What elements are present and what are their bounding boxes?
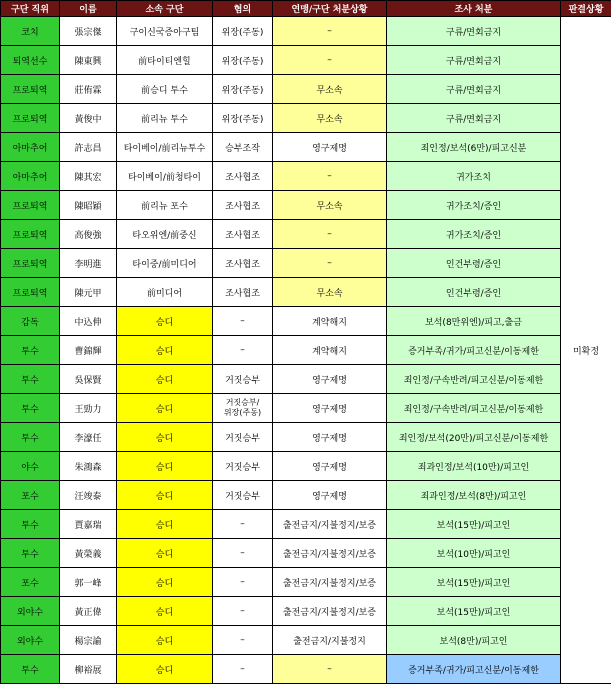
cell-charge: 위장(주동)	[213, 104, 273, 133]
cell-team: 승디	[117, 568, 213, 597]
cell-role: 프로퇴역	[1, 75, 60, 104]
header-charge: 혐의	[213, 1, 273, 17]
cell-name: 王勁力	[60, 394, 117, 423]
cell-role: 투수	[1, 510, 60, 539]
table-row	[1, 220, 611, 249]
header-investigation: 조사 처분	[387, 1, 561, 17]
cell-charge: 조사협조	[213, 162, 273, 191]
cell-investigation: 인건부령/증인	[387, 278, 561, 307]
cell-team: 타오위엔/前중신	[117, 220, 213, 249]
cell-charge: 조사협조	[213, 220, 273, 249]
cell-team: 前미디어	[117, 278, 213, 307]
table-row	[1, 191, 611, 220]
table-row	[1, 452, 611, 481]
cell-investigation: 보석(15만)/피고인	[387, 568, 561, 597]
cell-role: 외야수	[1, 626, 60, 655]
cell-team: 승디	[117, 336, 213, 365]
cell-name: 賈嘉瑞	[60, 510, 117, 539]
cell-investigation: 죄과인정/보석(8만)/피고인	[387, 481, 561, 510]
cell-name: 莊侑霖	[60, 75, 117, 104]
cell-penalty: 무소속	[273, 191, 387, 220]
cell-investigation: 보석(8만)/피고인	[387, 626, 561, 655]
cell-charge: 거짓승부	[213, 423, 273, 452]
cell-penalty: 영구제명	[273, 481, 387, 510]
cell-penalty: 영구제명	[273, 365, 387, 394]
table-row	[1, 133, 611, 162]
cell-investigation: 귀가조치	[387, 162, 561, 191]
table-row	[1, 249, 611, 278]
cell-charge: –	[213, 597, 273, 626]
cell-investigation: 구류/면회금지	[387, 104, 561, 133]
cell-penalty: –	[273, 162, 387, 191]
cell-role: 프로퇴역	[1, 278, 60, 307]
cell-name: 高俊強	[60, 220, 117, 249]
cell-investigation: 구류/면회금지	[387, 17, 561, 46]
cell-role: 프로퇴역	[1, 220, 60, 249]
cell-team: 승디	[117, 655, 213, 684]
cell-penalty: –	[273, 220, 387, 249]
cell-name: 柳裕展	[60, 655, 117, 684]
cell-role: 투수	[1, 365, 60, 394]
cell-role: 외야수	[1, 597, 60, 626]
cell-investigation: 귀가조치/증인	[387, 191, 561, 220]
cell-charge: 거짓승부	[213, 481, 273, 510]
cell-name: 陳東興	[60, 46, 117, 75]
cell-name: 中込伸	[60, 307, 117, 336]
cell-name: 楊宗諭	[60, 626, 117, 655]
cell-penalty: 출전금지/지불정지/보증	[273, 597, 387, 626]
cell-team: 승디	[117, 597, 213, 626]
header-penalty: 연맹/구단 처분상황	[273, 1, 387, 17]
cell-role: 투수	[1, 394, 60, 423]
cell-name: 黃正偉	[60, 597, 117, 626]
cell-charge: 거짓승부	[213, 365, 273, 394]
table-row	[1, 539, 611, 568]
cell-name: 張宗傑	[60, 17, 117, 46]
header-role: 구단 직위	[1, 1, 60, 17]
cell-penalty: 영구제명	[273, 423, 387, 452]
cell-role: 프로퇴역	[1, 191, 60, 220]
cell-team: 승디	[117, 365, 213, 394]
cell-team: 승디	[117, 394, 213, 423]
cell-charge: 위장(주동)	[213, 46, 273, 75]
cell-team: 前리뉴 포수	[117, 191, 213, 220]
cell-investigation: 보석(10만)/피고인	[387, 539, 561, 568]
cell-penalty: –	[273, 655, 387, 684]
cell-role: 포수	[1, 568, 60, 597]
table-row	[1, 162, 611, 191]
table-row	[1, 626, 611, 655]
cell-investigation: 귀가조치/증인	[387, 220, 561, 249]
cell-team: 타이베이/前청타이	[117, 162, 213, 191]
table-row	[1, 394, 611, 423]
cell-role: 감독	[1, 307, 60, 336]
cell-penalty: 계약해지	[273, 336, 387, 365]
cell-penalty: 출전금지/지불정지	[273, 626, 387, 655]
cell-charge: 조사협조	[213, 278, 273, 307]
cell-charge: –	[213, 626, 273, 655]
table-row	[1, 17, 611, 46]
cell-charge: 거짓승부/ 위장(주동)	[213, 394, 273, 423]
table-row	[1, 46, 611, 75]
cell-investigation: 구류/면회금지	[387, 46, 561, 75]
cell-role: 프로퇴역	[1, 104, 60, 133]
cell-team: 前승디 투수	[117, 75, 213, 104]
cell-penalty: –	[273, 46, 387, 75]
cell-name: 陳其宏	[60, 162, 117, 191]
cell-name: 陳昭穎	[60, 191, 117, 220]
cell-role: 퇴역선수	[1, 46, 60, 75]
cell-team: 타이중/前미디어	[117, 249, 213, 278]
cell-team: 승디	[117, 626, 213, 655]
cell-role: 야수	[1, 452, 60, 481]
cell-penalty: 영구제명	[273, 133, 387, 162]
cell-investigation: 죄인정/보석(6만)/피고신분	[387, 133, 561, 162]
cell-name: 黃榮義	[60, 539, 117, 568]
cell-charge: 위장(주동)	[213, 17, 273, 46]
cell-charge: 거짓승부	[213, 452, 273, 481]
cell-investigation: 죄인정/보석(20만)/피고신분/이동제한	[387, 423, 561, 452]
cell-team: 타이베이/前리뉴투수	[117, 133, 213, 162]
cell-penalty: 무소속	[273, 278, 387, 307]
cell-team: 승디	[117, 510, 213, 539]
table-row	[1, 597, 611, 626]
cell-investigation: 보석(15만)/피고인	[387, 597, 561, 626]
header-verdict: 판결상황	[561, 1, 611, 17]
table-row	[1, 481, 611, 510]
cell-investigation: 증거부족/귀가/피고신분/이동제한	[387, 336, 561, 365]
cell-team: 구이신국증아구팀	[117, 17, 213, 46]
cell-penalty: 영구제명	[273, 452, 387, 481]
cell-charge: –	[213, 307, 273, 336]
cell-penalty: 출전금지/지불정지/보증	[273, 539, 387, 568]
cell-investigation: 죄인정/구속반려/피고신분/이동제한	[387, 394, 561, 423]
cell-charge: –	[213, 539, 273, 568]
cell-penalty: 출전금지/지불정지/보증	[273, 568, 387, 597]
cell-name: 吳保賢	[60, 365, 117, 394]
cell-name: 朱鴻森	[60, 452, 117, 481]
cell-team: 승디	[117, 539, 213, 568]
cell-team: 승디	[117, 481, 213, 510]
cell-team: 前타이티엔힐	[117, 46, 213, 75]
cell-team: 前리뉴 투수	[117, 104, 213, 133]
cell-penalty: 영구제명	[273, 394, 387, 423]
cell-role: 투수	[1, 655, 60, 684]
cell-charge: 조사협조	[213, 249, 273, 278]
cell-name: 李濠任	[60, 423, 117, 452]
cell-investigation: 인건부령/증인	[387, 249, 561, 278]
cell-penalty: 출전금지/지불정지/보증	[273, 510, 387, 539]
cell-role: 투수	[1, 423, 60, 452]
table-row	[1, 278, 611, 307]
cell-role: 포수	[1, 481, 60, 510]
cell-investigation: 구류/면회금지	[387, 75, 561, 104]
cell-name: 李明進	[60, 249, 117, 278]
cell-verdict: 미확정	[561, 17, 611, 684]
cell-role: 코치	[1, 17, 60, 46]
table-row	[1, 510, 611, 539]
table-row	[1, 307, 611, 336]
cell-penalty: –	[273, 249, 387, 278]
cell-penalty: –	[273, 17, 387, 46]
header-team: 소속 구단	[117, 1, 213, 17]
cell-name: 陳元甲	[60, 278, 117, 307]
cell-charge: 승부조작	[213, 133, 273, 162]
cell-role: 투수	[1, 539, 60, 568]
cell-investigation: 증거부족/귀가/피고신분/이동제한	[387, 655, 561, 684]
cell-charge: –	[213, 568, 273, 597]
table-row	[1, 423, 611, 452]
cell-charge: –	[213, 655, 273, 684]
table-row	[1, 655, 611, 684]
cell-charge: 위장(주동)	[213, 75, 273, 104]
cell-role: 프로퇴역	[1, 249, 60, 278]
cell-team: 승디	[117, 452, 213, 481]
cell-role: 아마추어	[1, 162, 60, 191]
table-row	[1, 75, 611, 104]
table-row	[1, 365, 611, 394]
cell-investigation: 보석(15만)/피고인	[387, 510, 561, 539]
cell-name: 許志昌	[60, 133, 117, 162]
cell-investigation: 죄과인정/보석(10만)/피고인	[387, 452, 561, 481]
cell-name: 汪竣泰	[60, 481, 117, 510]
cell-name: 郭一峰	[60, 568, 117, 597]
table-row	[1, 104, 611, 133]
cell-team: 승디	[117, 307, 213, 336]
cell-penalty: 무소속	[273, 104, 387, 133]
cell-role: 투수	[1, 336, 60, 365]
cell-name: 曹錦輝	[60, 336, 117, 365]
cell-name: 黃俊中	[60, 104, 117, 133]
cell-investigation: 죄인정/구속반려/피고신분/이동제한	[387, 365, 561, 394]
table-row	[1, 336, 611, 365]
header-row	[1, 1, 611, 17]
cell-charge: –	[213, 336, 273, 365]
cell-penalty: 계약해지	[273, 307, 387, 336]
table-row	[1, 568, 611, 597]
cell-charge: 조사협조	[213, 191, 273, 220]
cell-penalty: 무소속	[273, 75, 387, 104]
cell-charge: –	[213, 510, 273, 539]
header-name: 이름	[60, 1, 117, 17]
cell-investigation: 보석(8만위엔)/피고,출금	[387, 307, 561, 336]
cell-team: 승디	[117, 423, 213, 452]
cell-role: 아마추어	[1, 133, 60, 162]
